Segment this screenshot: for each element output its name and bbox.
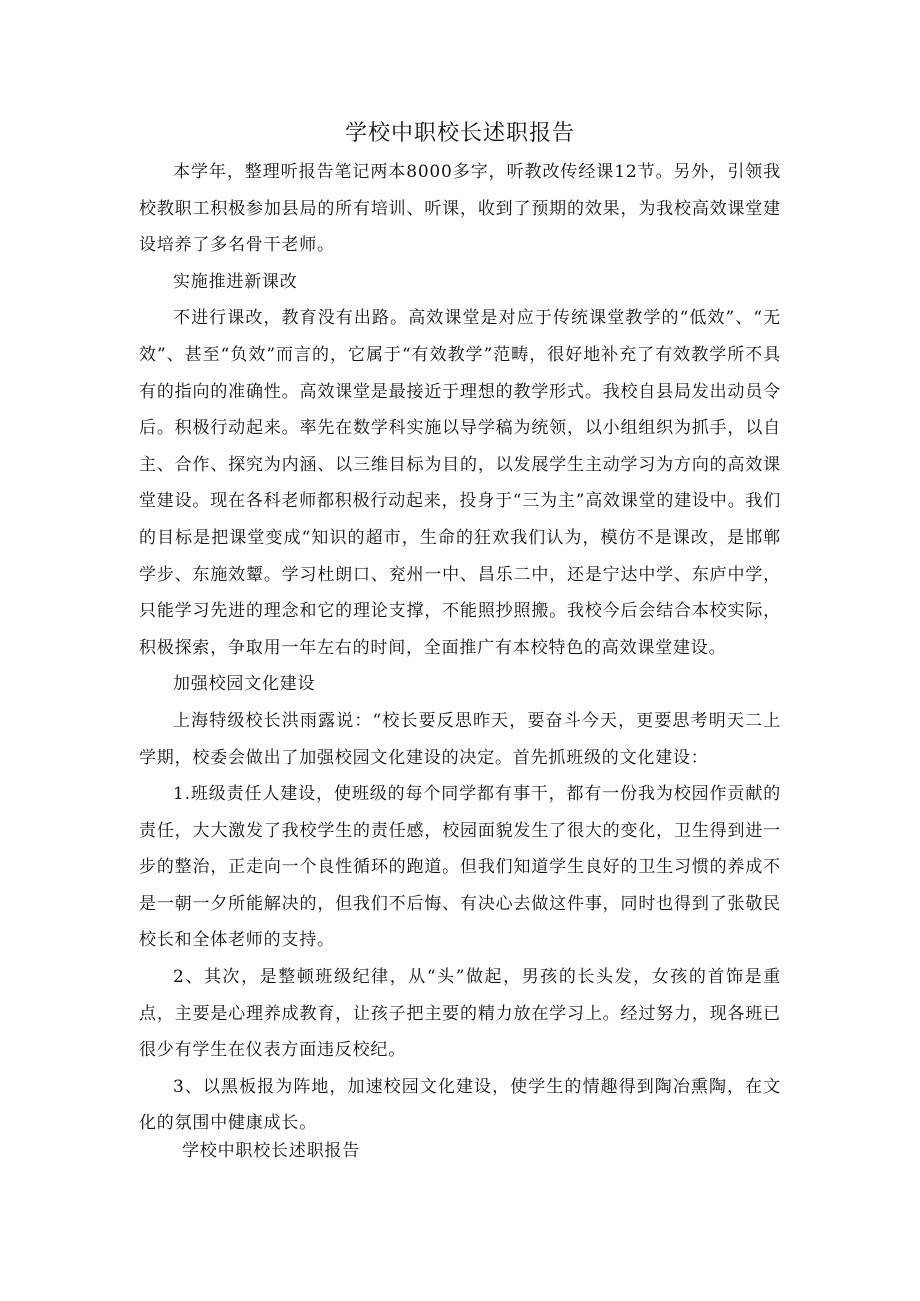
document-title: 学校中职校长述职报告 [344,121,575,146]
paragraph-curriculum-reform: 不进行课改，教育没有出路。高效课堂是对应于传统课堂教学的“低效”、“无效”、甚至“负效”而言的，它属于“有效教学”范畴，很好地补充了有效教学所不具有的指向的准确性。高效课堂是最接近于理想的教学形式。我校自县局发出动员令后。积极行动起来。率先在数学科实施以导学稿为统领，以小组组织为抓手，以自主、合作、探究为内涵、以三维目标为目的，以发展学生主动学习为方向的高效课堂建设。现在各科老师都积极行动起来，投身于“三为主”高效课堂的建设中。我们的目标是把课堂变成“知识的超市，生命的狂欢我们认为，模仿不是课改，是邯郸学步、东施效颦。学习杜朗口、兖州一中、昌乐二中，还是宁达中学、东庐中学，只能学习先进的理念和它的理论支撑，不能照抄照搬。我校今后会结合本校实际，积极探索，争取用一年左右的时间，全面推广有本校特色的高效课堂建设。 [139,308,781,658]
section-heading-campus-culture: 加强校园文化建设 [173,674,316,695]
paragraph-item-3: 3、以黑板报为阵地，加速校园文化建设，使学生的情趣得到陶冶熏陶，在文化的氛围中健康成长。 [139,1076,781,1134]
document-body [139,154,781,1142]
section-heading-curriculum-reform: 实施推进新课改 [173,271,298,292]
footer-title: 学校中职校长述职报告 [182,1141,360,1161]
paragraph-item-1: 1.班级责任人建设，使班级的每个同学都有事干，都有一份我为校园作贡献的责任，大大激发了我校学生的责任感，校园面貌发生了很大的变化，卫生得到进一步的整治，正走向一个良性循环的跑道。但我们知道学生良好的卫生习惯的养成不是一朝一夕所能解决的，但我们不后悔、有决心去做这件事，同时也得到了张敬民校长和全体老师的支持。 [139,784,781,951]
paragraph-item-2: 2、其次，是整顿班级纪律，从“头”做起，男孩的长头发，女孩的首饰是重点，主要是心理养成教育，让孩子把主要的精力放在学习上。经过努力，现各班已很少有学生在仪表方面违反校纪。 [139,967,781,1061]
paragraph-intro: 本学年，整理听报告笔记两本8000多字，听教改传经课12节。另外，引领我校教职工积极参加县局的所有培训、听课，收到了预期的效果，为我校高效课堂建设培养了多名骨干老师。 [139,162,781,256]
paragraph-campus-culture: 上海特级校长洪雨露说：“校长要反思昨天，要奋斗今天，更要思考明天二上学期，校委会做出了加强校园文化建设的决定。首先抓班级的文化建设： [139,710,781,768]
